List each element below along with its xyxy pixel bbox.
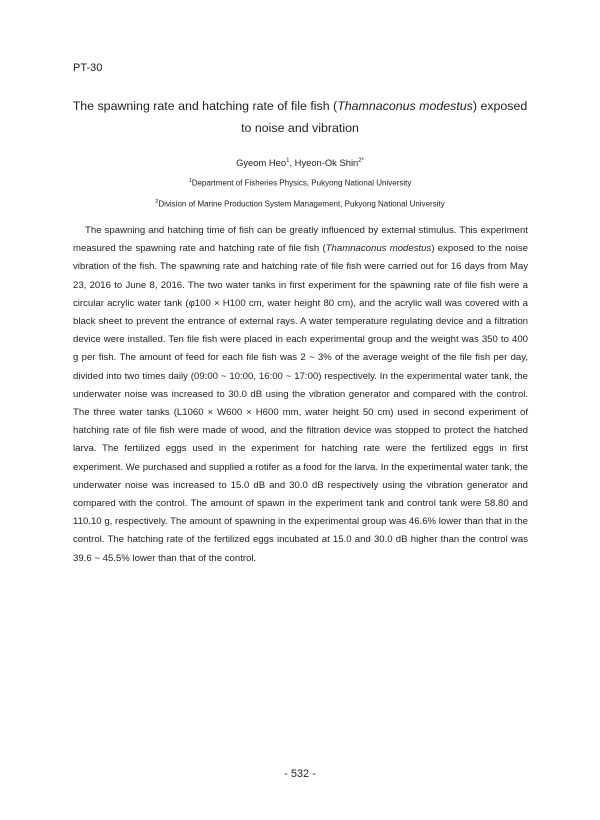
paper-title [60, 95, 540, 139]
author-name: Gyeom Heo [236, 157, 287, 168]
abstract-species-name: Thamnaconus modestus [325, 243, 432, 255]
affiliation-mark: 2 [155, 198, 159, 205]
title-text-part1: The spawning rate and hatching rate of file fish ( [72, 99, 338, 113]
affiliation-text: Department of Fisheries Physics, Pukyong National University [191, 178, 412, 188]
affiliation-mark: 1 [188, 178, 192, 184]
author-name: Hyeon-Ok Shin [294, 157, 359, 168]
title-text-part2: ) exposed [472, 99, 528, 113]
author-affiliation-mark: 1 [286, 157, 290, 164]
page-number: - 532 - [284, 768, 316, 780]
title-species-name: Thamnaconus modestus [337, 99, 473, 113]
author-list [0, 157, 600, 168]
title-line2: to noise and vibration [241, 121, 359, 135]
abstract-text-part1: The spawning and hatching time of fish can be greatly influenced by external stimulus. This experiment measured the spawning rate and hatching rate of file fish ( [73, 225, 528, 255]
abstract-code: PT-30 [73, 62, 103, 74]
affiliation [0, 193, 600, 214]
author-separator: , [289, 157, 295, 168]
abstract-body [73, 222, 528, 568]
affiliation-text: Division of Marine Production System Management, Pukyong National University [158, 199, 445, 209]
abstract-text-part2: ) exposed to the noise vibration of the fish. The spawning rate and hatching rate of file fish were carried out for 16 days from May 23, 2016 to June 8, 2016. The two water tanks in first experiment for the spawning rate of file fish were a circular acrylic water tank (φ100 × H100 cm, water height 80 cm), and the acrylic wall was covered with a black sheet to prevent the entrance of external rays. A water temperature regulating device and a filtration device were installed. Ten file fish were placed in each experimental group and the weight was 350 to 400 g per fish. The amount of feed for each file fish was 2 ~ 3% of the average weight of the file fish per day, divided into two times daily (09:00 ~ 10:00, 16:00 ~ 17:00) respectively. In the experimental water tank, the underwater noise was increased to 30.0 dB using the vibration generator and compared with the control. The three water tanks (L1060 × W600 × H600 mm, water height 50 cm) used in second experiment of hatching rate of file fish were made of wood, and the filtration device was stopped to protect the hatched larva. The fertilized eggs used in the experiment for hatching rate were the fertilized eggs in first experiment. We purchased and supplied a rotifer as a food for the larva. In the experimental water tank, the underwater noise was increased to 15.0 dB and 30.0 dB respectively using the vibration generator and compared with the control. The amount of spawn in the experiment tank and control tank were 58.80 and 110.10 g, respectively. The amount of spawning in the experimental group was 46.6% lower than that in the control. The hatching rate of the fertilized eggs incubated at 15.0 and 30.0 dB higher than the control was 39.6 ~ 45.5% lower than that of the control. [73, 243, 529, 564]
author-affiliation-mark: 2* [358, 157, 364, 164]
affiliation [0, 172, 600, 193]
affiliation-list [0, 172, 600, 213]
